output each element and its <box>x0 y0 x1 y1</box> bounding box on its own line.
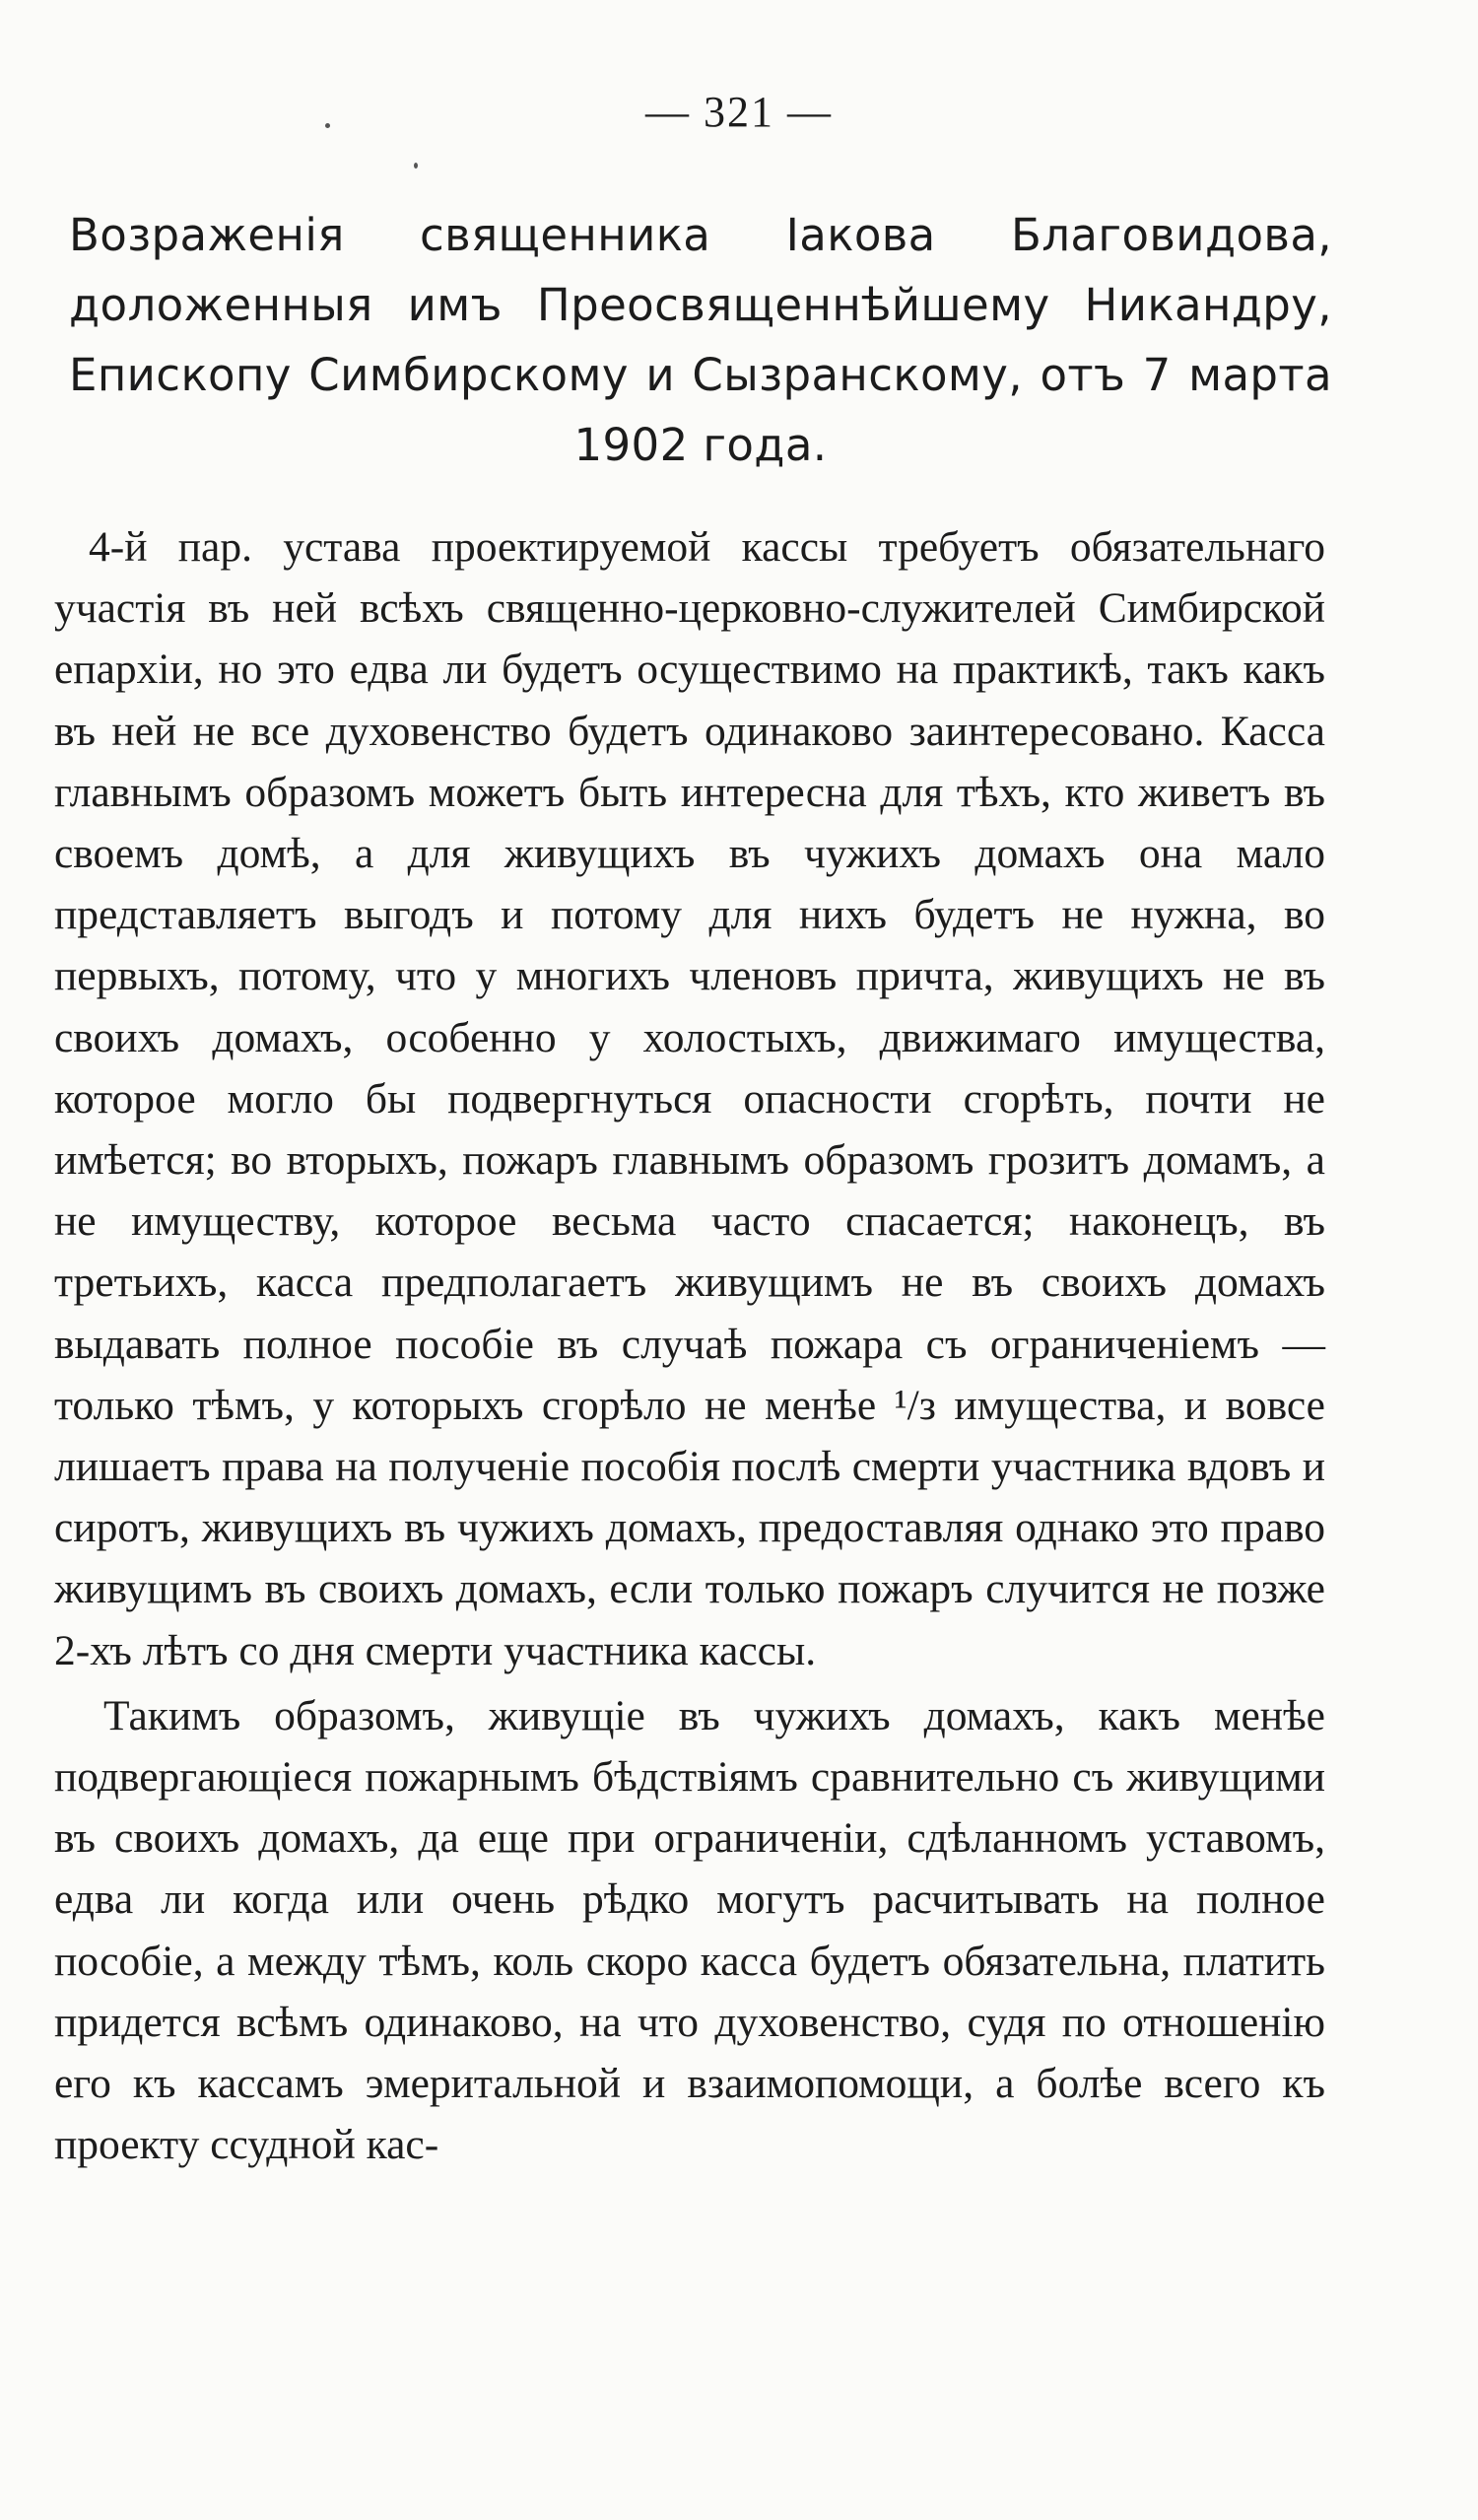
body-text <box>54 516 1325 2175</box>
page-number: — 321 — <box>645 88 833 136</box>
print-speck <box>325 123 330 128</box>
print-speck <box>414 163 418 169</box>
paragraph-1: 4-й пар. устава проектируемой кассы требуетъ обязательнаго участія въ ней всѣхъ священно-церковно-служителей Симбирской епархіи, но это едва ли будетъ осуществимо на практикѣ, такъ какъ въ ней не все духовенство будетъ одинаково заинтересовано. Касса главнымъ образомъ можетъ быть интересна для тѣхъ, кто живетъ въ своемъ домѣ, а для живущихъ въ чужихъ домахъ она мало представляетъ выгодъ и потому для нихъ будетъ не нужна, во первыхъ, потому, что у многихъ членовъ причта, живущихъ не въ своихъ домахъ, особенно у холостыхъ, движимаго имущества, которое могло бы подвергнуться опасности сгорѣть, почти не имѣется; во вторыхъ, пожаръ главнымъ образомъ грозитъ домамъ, а не имуществу, которое весьма часто спасается; наконецъ, въ третьихъ, касса предполагаетъ живущимъ не въ своихъ домахъ выдавать полное пособіе въ случаѣ пожара съ ограниченіемъ —только тѣмъ, у которыхъ сгорѣло не менѣе ¹/з имущества, и вовсе лишаетъ права на полученіе пособія послѣ смерти участника вдовъ и сиротъ, живущихъ въ чужихъ домахъ, предоставляя однако это право живущимъ въ своихъ домахъ, если только пожаръ случится не позже 2-хъ лѣтъ со дня смерти участника кассы. <box>54 523 1325 1674</box>
document-title: Возраженія священника Іакова Благовидова, доложенныя имъ Преосвященнѣйшему Никандру, Епископу Симбирскому и Сызранскому, отъ 7 марта 1902 года. <box>69 209 1332 471</box>
paragraph-2: Такимъ образомъ, живущіе въ чужихъ домахъ, какъ менѣе подвергающіеся пожарнымъ бѣдствіямъ сравнительно съ живущими въ своихъ домахъ, да еще при ограниченіи, сдѣланномъ уставомъ, едва ли когда или очень рѣдко могутъ расчитывать на полное пособіе, а между тѣмъ, коль скоро касса будетъ обязательна, платить придется всѣмъ одинаково, на что духовенство, судя по отношенію его къ кассамъ эмеритальной и взаимопомощи, а болѣе всего къ проекту ссудной кас- <box>54 1691 1325 2169</box>
